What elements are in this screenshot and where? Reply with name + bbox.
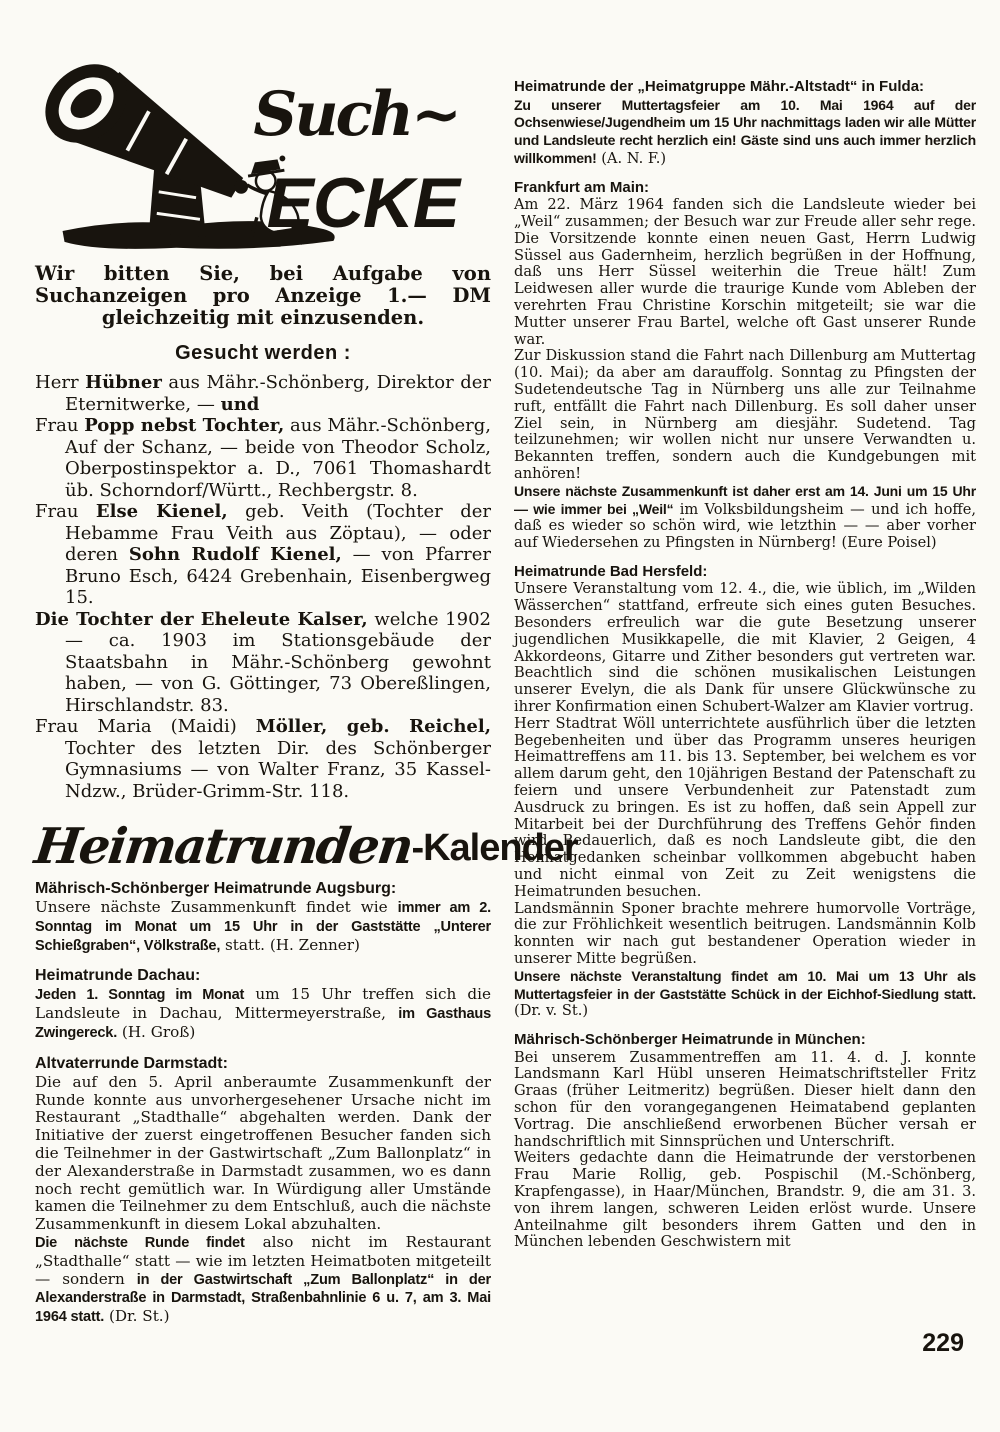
kalender-right-sections <box>514 78 976 1251</box>
body-text: (Dr. St.) <box>104 1307 170 1326</box>
body-text: Herr Stadtrat Wöll unterrichtete ausführlich über die letzten Begebenheiten und über das Programm unseres heurigen Heimattreffens am 11. bis 13. September, bei welchem es vor allem darum geht, den 10jährigen Bestand der Patenschaft zu feiern und unsere Verbundenheit zur Patenstadt zum Ausdruck zu bringen. Es ist zu hoffen, daß sein Appell zur Mitarbeit bei der Durchführung des Treffens Gehör finden wird. Bedauerlich, daß es noch Landsleute gibt, die den Heimatgedanken scheinbar vollkommen abgebucht haben und nicht einmal von Zeit zu Zeit wenigstens die Heimatrunden besuchen. <box>514 714 976 900</box>
section-heading: Mährisch-Schönberger Heimatrunde in München: <box>514 1031 866 1049</box>
section-paragraph <box>514 581 976 715</box>
body-text: geb. Veith (Tochter der Hebamme Frau Veith aus Zöptau), — oder deren <box>65 501 491 565</box>
kalender-section <box>514 563 976 1020</box>
section-paragraph <box>35 899 491 955</box>
bold-text: Else Kienel, <box>95 501 228 522</box>
section-heading: Frankfurt am Main: <box>514 178 650 196</box>
body-text: — von Pfarrer Bruno Esch, 6424 Grebenhain, Eisenbergweg 15. <box>65 544 492 608</box>
body-text: Bei unserem Zusammentreffen am 11. 4. d. J. konnte Landsmann Karl Hübl unseren Heimatschriftsteller Fritz Graas (früher Leitmeritz) begrüßen. Dieser hielt dann den schon für den vorangegangenen Heimatabend geplanten Vortrag. Die anschließend erworbenen Bücher versah er handschriftlich mit Sinnsprüchen und Unterschrift. <box>514 1048 976 1150</box>
right-column <box>514 78 976 1262</box>
search-entry <box>35 609 491 717</box>
section-paragraph <box>514 1150 976 1251</box>
kalender-section <box>35 879 491 955</box>
section-heading: Mährisch-Schönberger Heimatrunde Augsburg: <box>35 880 397 897</box>
bold-text: und <box>220 393 260 415</box>
body-text: aus Mähr.-Schönberg, Direktor der Eternitwerke, — <box>65 372 491 415</box>
body-text: (Dr. v. St.) <box>514 1002 589 1020</box>
body-text: Die auf den 5. April anberaumte Zusammenkunft der Runde konnte aus unvorhergesehener Ursache nicht im Restaurant „Stadthalle“ abgehalten werden. Dank der Initiative der zuerst eingetroffenen Besucher fanden sich die Teilnehmer in der Gastwirtschaft „Zum Ballonplatz“ in der Alexanderstraße in Darmstadt zusammen, wo es dann noch recht gemütlich war. In Würdigung aller Umstände kamen die Teilnehmer zu dem Entschluß, auch die nächste Zusammenkunft in diesem Lokal abzuhalten. <box>35 1072 491 1234</box>
kalender-section <box>514 179 976 552</box>
body-text: Weiters gedachte dann die Heimatrunde der verstorbenen Frau Marie Rollig, geb. Pospischil (M.-Schönberg, Krapfengasse), in Haar/München, Brandstr. 9, die am 31. 3. von ihrem langen, schweren Leiden erlöst wurde. Unsere Anteilnahme gilt besonders ihrem Gatten und den in München lebenden Geschwistern mit <box>514 1149 976 1251</box>
gesucht-werden-heading: Gesucht werden : <box>175 342 351 364</box>
bold-text: im Gasthaus Zwingereck. <box>35 1006 491 1041</box>
body-text: Herr <box>35 372 86 393</box>
section-paragraph <box>35 1074 491 1234</box>
bold-text: Sohn Rudolf Kienel, <box>128 544 342 565</box>
section-paragraph <box>514 483 976 552</box>
bold-text: Die nächste Runde findet <box>35 1234 245 1251</box>
body-text: aus Mähr.-Schönberg, Auf der Schanz, — beide von Theodor Scholz, Oberpostinspektor a. D., 7061 Thomashardt üb. Schorndorf/Württ., Rechbergstr. 8. <box>65 415 491 501</box>
body-text: welche 1902 — ca. 1903 im Stationsgebäude der Staatsbahn in Mähr.-Schönberg gewohnt haben, — von G. Göttinger, 73 Obereßlingen, Hirschlandstr. 83. <box>65 608 491 716</box>
section-heading: Heimatrunde der „Heimatgruppe Mähr.-Altstadt“ in Fulda: <box>514 78 925 95</box>
body-text: Frau Maria (Maidi) <box>35 716 256 737</box>
kalender-title <box>31 817 578 875</box>
body-text: statt. (H. Zenner) <box>220 935 360 954</box>
body-text: Am 22. März 1964 fanden sich die Landsleute wieder bei „Weil“ zusammen; der Besuch war zur Freude aller sehr rege. Die Vorsitzende konnte einen neuen Gast, Herrn Ludwig Süssel aus Gadernheim, herzlich begrüßen in der Hoffnung, daß uns Herr Süssel weiterhin die Treue hält! Zum Leidwesen aller wurde die traurige Kunde vom Ableben der verehrten Frau Christine Korschin mitgeteilt; sie war die Mutter unserer Frau Bartel, welche oft Gast unserer Runde war. <box>514 196 976 348</box>
bold-text: Die Tochter der Eheleute Kalser, <box>35 608 368 630</box>
logo-block-text: ECKE <box>266 163 460 243</box>
body-text: (H. Groß) <box>117 1022 196 1041</box>
bold-text: Zu unserer Muttertagsfeier am 10. Mai 1964 auf der Ochsenwiese/Jugendheim um 15 Uhr nachmittags laden wir alle Mütter und Landsleute recht herzlich ein! Gäste sind uns auch immer herzlich willkommen! <box>514 96 976 166</box>
body-text: Unsere Veranstaltung vom 12. 4., die, wie üblich, im „Wilden Wässerchen“ stattfand, erfreute sich eines guten Besuches. Besonders erfreulich war die gute Besetzung unserer jugendlichen Musikkapelle, die mit Klavier, 2 Geigen, 4 Akkordeons, Gitarre und Zither besonders gut vertreten war. Beachtlich sind die schönen musikalischen Leistungen unserer Evelyn, die als Dank für unsere Glückwünsche zu ihrer Konfirmation einen Schubert-Walzer am Klavier vortrug. <box>514 580 976 715</box>
section-paragraph <box>514 1050 976 1151</box>
body-text: Frau <box>35 415 85 436</box>
section-paragraph <box>514 901 976 968</box>
kalender-left-sections <box>35 879 491 1327</box>
section-paragraph <box>514 97 976 168</box>
logo-script-text: Such~ <box>253 78 460 150</box>
search-entry <box>35 501 491 609</box>
body-text: im Volksbildungsheim — und ich hoffe, daß es wieder so schön wird, wie letzthin — — aber vorher auf Wiedersehen zu Pfingsten in Nürnberg! (Eure Poisel) <box>514 500 976 552</box>
search-entry <box>35 716 491 802</box>
section-heading: Altvaterrunde Darmstadt: <box>35 1054 228 1072</box>
section-paragraph <box>514 348 976 482</box>
bold-text: in der Gastwirtschaft „Zum Ballonplatz“ in der Alexanderstraße in Darmstadt, Straßenbahnlinie 6 u. 7, am 3. Mai 1964 statt. <box>35 1271 491 1326</box>
body-text: Tochter des letzten Dir. des Schönberger Gymnasiums — von Walter Franz, 35 Kassel-Ndzw., Brüder-Grimm-Str. 118. <box>65 737 491 802</box>
section-paragraph <box>514 197 976 348</box>
body-text: also nicht im Restaurant „Stadthalle“ statt — wie im letzten Heimatboten mitgeteilt — sondern <box>35 1232 491 1288</box>
kalender-section <box>35 966 491 1042</box>
bold-text: immer am 2. Sonntag im Monat um 15 Uhr in der Gaststätte „Unterer Schießgraben“, Völkstraße, <box>35 900 491 954</box>
bold-text: Unsere nächste Veranstaltung findet am 10. Mai um 13 Uhr als Muttertagsfeier in der Gaststätte Schück in der Eichhof-Siedlung statt. <box>514 967 976 1002</box>
kalender-section <box>514 78 976 168</box>
search-entry <box>35 415 491 501</box>
search-entry <box>35 372 491 415</box>
bold-text: Möller, geb. Reichel, <box>255 716 491 737</box>
page-number: 229 <box>922 1329 964 1357</box>
body-text: (A. N. F.) <box>596 149 667 167</box>
kalender-section <box>514 1031 976 1251</box>
search-entries <box>35 372 491 802</box>
kalender-title-rest: -Kalender <box>411 827 578 869</box>
bold-text: Jeden 1. Sonntag im Monat <box>35 987 245 1004</box>
body-text: Landsmännin Sponer brachte mehrere humorvolle Vorträge, die zur Fröhlichkeit wesentlich beitrugen. Landsmännin Kolb konnten wir nach gut bestandener Operation wieder in unserer Mitte begrüßen. <box>514 899 976 967</box>
body-text: um 15 Uhr treffen sich die Landsleute in Dachau, Mittermeyerstraße, <box>35 985 491 1023</box>
bold-text: Popp nebst Tochter, <box>84 415 285 436</box>
section-paragraph <box>35 1234 491 1327</box>
body-text: Unsere nächste Zusammenkunft findet wie <box>35 898 398 916</box>
section-paragraph <box>514 716 976 901</box>
section-heading: Heimatrunde Dachau: <box>35 967 201 985</box>
telescope-man-illustration <box>39 58 462 249</box>
section-paragraph <box>514 968 976 1020</box>
body-text: Zur Diskussion stand die Fahrt nach Dillenburg am Muttertag (10. Mai); da aber am darauffolg. Sonntag zu Pfingsten der Sudetendeutsche Tag in Nürnberg uns alle zur Teilnahme ruft, entfällt die Fahrt nach Dillenburg. Es soll daher unser Ziel sein, in Nürnberg am diesjähr. Sudetend. Tag teilzunehmen; wir wollen nicht nur unsere Verwandten u. Bekannten treffen, sondern auch die Kundgebungen mit anhören! <box>514 347 976 482</box>
bold-text: Hübner <box>85 372 162 393</box>
bold-text: Unsere nächste Zusammenkunft ist daher erst am 14. Juni um 15 Uhr — wie immer bei „Weil“ <box>514 482 976 517</box>
kalender-section <box>35 1054 491 1327</box>
section-heading: Heimatrunde Bad Hersfeld: <box>514 562 708 580</box>
body-text: Frau <box>35 501 96 522</box>
submission-notice: Wir bitten Sie, bei Aufgabe von Suchanzeigen pro Anzeige 1.— DM gleichzeitig mit einzusenden. <box>35 262 491 329</box>
kalender-title-script: Heimatrunden <box>31 817 416 875</box>
section-paragraph <box>35 986 491 1042</box>
such-ecke-logo <box>39 58 463 251</box>
